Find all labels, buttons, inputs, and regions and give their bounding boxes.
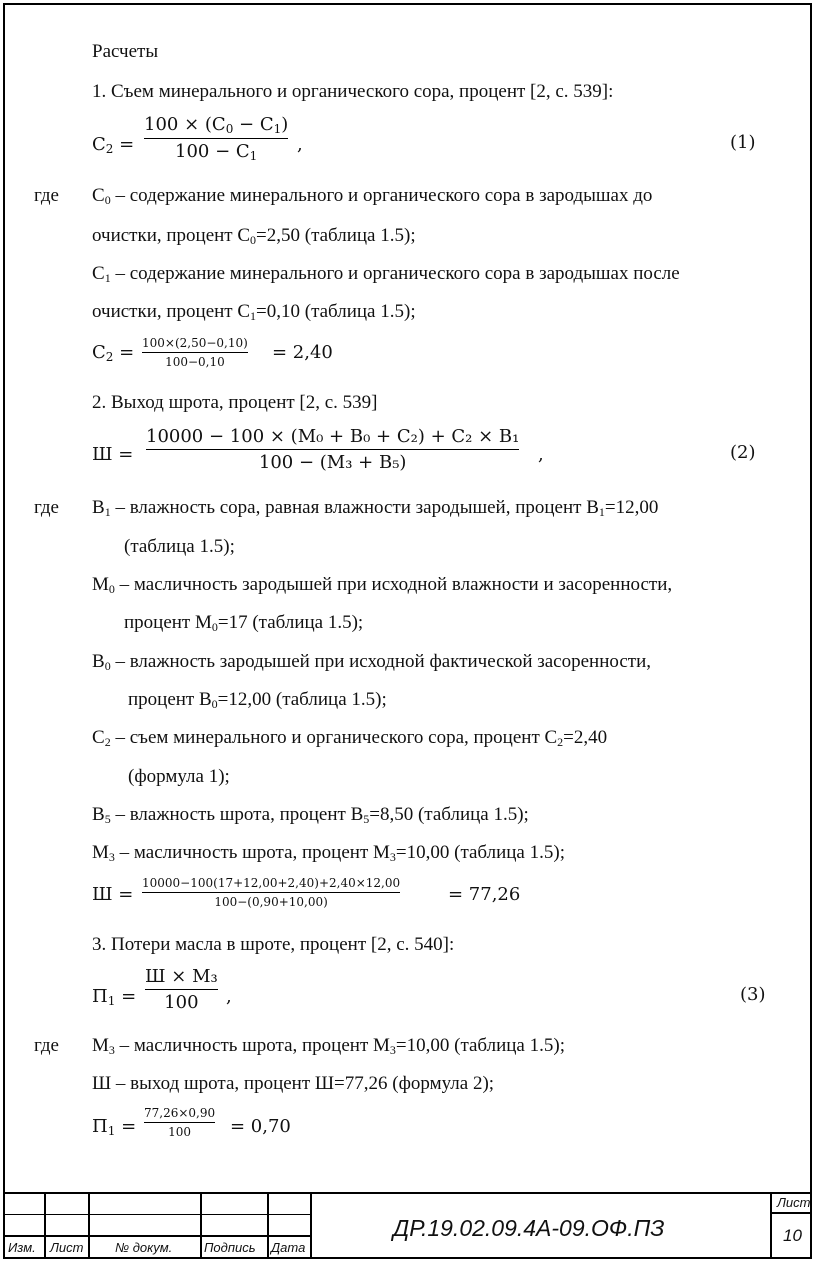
formula3-number: (3) xyxy=(740,984,766,1005)
sh-definition: Ш – выход шрота, процент Ш=77,26 (формула 2); xyxy=(92,1073,495,1094)
stamp-col-line-5 xyxy=(310,1192,312,1259)
c2-definition: $С_2$ – съем минерального и органического сора, процент $С_2=2,40$ xyxy=(92,727,608,749)
c0-definition-line1: $С_0$ – содержание минерального и органического сора в зародышах до xyxy=(92,185,653,207)
calc1-fraction: 100×(2,50−0,10) 100−0,10 xyxy=(142,336,248,370)
col-data: Дата xyxy=(271,1240,306,1255)
c0-definition-line2: очистки, процент $С_0=2,50$ (таблица 1.5); xyxy=(92,225,416,247)
col-list: Лист xyxy=(50,1240,84,1255)
calc3-fraction: 77,26×0,90 100 xyxy=(144,1106,216,1140)
formula3-fraction: Ш × М₃ 100 xyxy=(145,966,218,1014)
where-label-1: где xyxy=(34,185,59,206)
calc2-result: = 77,26 xyxy=(448,884,521,905)
m3-definition: $М_3$ – масличность шрота, процент $М_3=10,00$ (таблица 1.5); xyxy=(92,842,565,864)
m0-definition: $М_0$ – масличность зародышей при исходной влажности и засоренности, xyxy=(92,574,673,596)
document-code: ДР.19.02.09.4А-09.ОФ.ПЗ xyxy=(393,1215,665,1241)
b5-definition: $В_5$ – влажность шрота, процент $В_5=8,50$ (таблица 1.5); xyxy=(92,804,529,826)
title-block xyxy=(3,1192,812,1259)
formula1-number: (1) xyxy=(730,132,756,153)
formula1-fraction: $100 \times (С_0 - С_1)$ $100 - С_1$ xyxy=(144,114,289,164)
section-heading: Расчеты xyxy=(92,41,159,62)
sheet-label: Лист xyxy=(777,1195,811,1210)
calc2-lhs: Ш = xyxy=(92,884,134,905)
calc3-result: = 0,70 xyxy=(230,1116,291,1137)
formula2-fraction: 10000 − 100 × (М₀ + В₀ + С₂) + С₂ × В₁ 100 − (М₃ + В₅) xyxy=(146,426,520,474)
where-label-2: где xyxy=(34,497,59,518)
item3-title: 3. Потери масла в шроте, процент [2, с. 540]: xyxy=(92,934,455,955)
c1-definition-line1: $С_1$ – содержание минерального и органического сора в зародышах после xyxy=(92,263,680,285)
stamp-col-line-3 xyxy=(200,1192,202,1259)
stamp-col-line-4 xyxy=(267,1192,269,1259)
formula3-lhs: $П_1$ = xyxy=(92,986,137,1008)
b0-definition-line2: процент $В_0=12,00$ (таблица 1.5); xyxy=(128,689,387,711)
c2-definition-line2: (формула 1); xyxy=(128,766,230,787)
b1-definition-line2: (таблица 1.5); xyxy=(124,536,235,557)
calc1-lhs: $С_2$ = xyxy=(92,342,135,364)
stamp-row-line-1 xyxy=(3,1214,312,1215)
calc3-lhs: $П_1$ = xyxy=(92,1116,137,1138)
stamp-sheet-line xyxy=(770,1212,812,1214)
calc2-fraction: 10000−100(17+12,00+2,40)+2,40×12,00 100−(0,90+10,00) xyxy=(142,876,401,910)
item2-title: 2. Выход шрота, процент [2, с. 539] xyxy=(92,392,378,413)
sheet-number: 10 xyxy=(783,1226,802,1245)
b0-definition: $В_0$ – влажность зародышей при исходной фактической засоренности, xyxy=(92,651,652,673)
c1-definition-line2: очистки, процент $С_1=0,10$ (таблица 1.5); xyxy=(92,301,416,323)
col-dokum: № докум. xyxy=(115,1240,173,1255)
stamp-col-line-2 xyxy=(88,1192,90,1259)
calc1-result: = 2,40 xyxy=(272,342,333,363)
stamp-col-line-1 xyxy=(44,1192,46,1259)
m3-definition-2: $М_3$ – масличность шрота, процент $М_3=10,00$ (таблица 1.5); xyxy=(92,1035,565,1057)
formula1-lhs: $С_2$ = xyxy=(92,134,135,156)
stamp-col-line-6 xyxy=(770,1192,772,1259)
where-label-3: где xyxy=(34,1035,59,1056)
m0-definition-line2: процент $М_0=17$ (таблица 1.5); xyxy=(124,612,364,634)
b1-definition: $В_1$ – влажность сора, равная влажности зародышей, процент $В_1=12,00$ xyxy=(92,497,659,519)
formula2-lhs: Ш = xyxy=(92,444,134,465)
stamp-top-line xyxy=(3,1192,812,1194)
col-podpis: Подпись xyxy=(204,1240,256,1255)
stamp-row-line-2 xyxy=(3,1235,312,1237)
item1-title: 1. Съем минерального и органического сора, процент [2, с. 539]: xyxy=(92,81,614,102)
col-izm: Изм. xyxy=(8,1240,36,1255)
formula2-number: (2) xyxy=(730,442,756,463)
